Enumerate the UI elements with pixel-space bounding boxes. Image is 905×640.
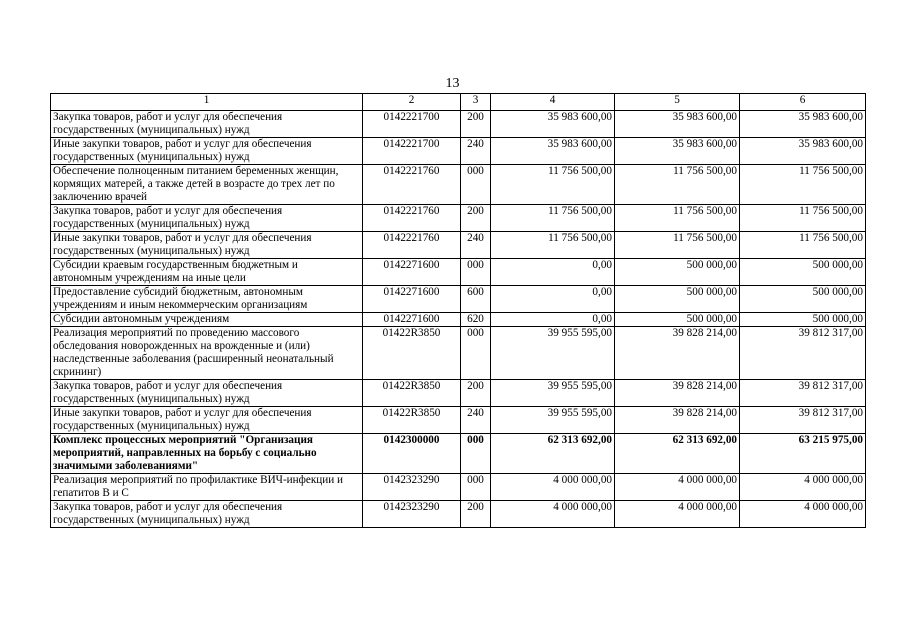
- row-value-col6: 63 215 975,00: [740, 434, 866, 474]
- row-kind-cell: 000: [461, 434, 491, 474]
- row-name-cell: Иные закупки товаров, работ и услуг для обеспечения государственных (муниципальных) нужд: [51, 232, 363, 259]
- row-value-col5: 62 313 692,00: [615, 434, 740, 474]
- row-value-col5: 500 000,00: [615, 313, 740, 327]
- page-number: 13: [445, 76, 460, 91]
- row-value-col6: 35 983 600,00: [740, 111, 866, 138]
- row-name-cell: Предоставление субсидий бюджетным, автономным учреждениям и иным некоммерческим организациям: [51, 286, 363, 313]
- table-row: [51, 232, 866, 259]
- table-row: [51, 111, 866, 138]
- row-value-col6: 39 812 317,00: [740, 327, 866, 380]
- row-value-col5: 4 000 000,00: [615, 474, 740, 501]
- table-row: [51, 327, 866, 380]
- row-value-col6: 500 000,00: [740, 313, 866, 327]
- column-header: 2: [363, 94, 461, 111]
- row-code-cell: 0142221700: [363, 138, 461, 165]
- row-name-cell: Субсидии автономным учреждениям: [51, 313, 363, 327]
- row-kind-cell: 200: [461, 111, 491, 138]
- row-value-col5: 35 983 600,00: [615, 111, 740, 138]
- table-row: [51, 286, 866, 313]
- row-code-cell: 0142221760: [363, 232, 461, 259]
- row-value-col5: 39 828 214,00: [615, 380, 740, 407]
- row-kind-cell: 240: [461, 232, 491, 259]
- row-name-cell: Закупка товаров, работ и услуг для обеспечения государственных (муниципальных) нужд: [51, 501, 363, 528]
- row-value-col6: 39 812 317,00: [740, 407, 866, 434]
- row-value-col4: 0,00: [491, 286, 615, 313]
- row-value-col4: 62 313 692,00: [491, 434, 615, 474]
- row-code-cell: 0142271600: [363, 313, 461, 327]
- row-name-cell: Реализация мероприятий по профилактике ВИЧ-инфекции и гепатитов В и С: [51, 474, 363, 501]
- row-name-cell: Субсидии краевым государственным бюджетным и автономным учреждениям на иные цели: [51, 259, 363, 286]
- row-value-col6: 11 756 500,00: [740, 205, 866, 232]
- budget-table: [50, 93, 866, 528]
- row-name-cell: Закупка товаров, работ и услуг для обеспечения государственных (муниципальных) нужд: [51, 205, 363, 232]
- row-value-col4: 39 955 595,00: [491, 327, 615, 380]
- row-value-col5: 500 000,00: [615, 259, 740, 286]
- column-header: 3: [461, 94, 491, 111]
- row-value-col4: 0,00: [491, 259, 615, 286]
- row-value-col4: 0,00: [491, 313, 615, 327]
- row-value-col4: 11 756 500,00: [491, 165, 615, 205]
- row-kind-cell: 200: [461, 501, 491, 528]
- row-kind-cell: 600: [461, 286, 491, 313]
- row-value-col4: 4 000 000,00: [491, 474, 615, 501]
- row-name-cell: Комплекс процессных мероприятий "Организация мероприятий, направленных на борьбу с социально значимыми заболеваниями": [51, 434, 363, 474]
- row-value-col5: 11 756 500,00: [615, 205, 740, 232]
- row-kind-cell: 240: [461, 407, 491, 434]
- table-row: [51, 313, 866, 327]
- row-kind-cell: 200: [461, 205, 491, 232]
- row-value-col5: 39 828 214,00: [615, 407, 740, 434]
- row-kind-cell: 000: [461, 474, 491, 501]
- row-code-cell: 0142221760: [363, 205, 461, 232]
- row-name-cell: Закупка товаров, работ и услуг для обеспечения государственных (муниципальных) нужд: [51, 380, 363, 407]
- row-value-col4: 4 000 000,00: [491, 501, 615, 528]
- table-row: [51, 380, 866, 407]
- header-row: [51, 94, 866, 111]
- row-kind-cell: 000: [461, 327, 491, 380]
- row-code-cell: 0142221700: [363, 111, 461, 138]
- column-header: 5: [615, 94, 740, 111]
- row-code-cell: 01422R3850: [363, 380, 461, 407]
- table-row: [51, 407, 866, 434]
- table-row: [51, 474, 866, 501]
- row-value-col6: 4 000 000,00: [740, 501, 866, 528]
- row-name-cell: Закупка товаров, работ и услуг для обеспечения государственных (муниципальных) нужд: [51, 111, 363, 138]
- row-value-col6: 500 000,00: [740, 286, 866, 313]
- row-code-cell: 0142221760: [363, 165, 461, 205]
- row-value-col5: 39 828 214,00: [615, 327, 740, 380]
- row-code-cell: 0142323290: [363, 474, 461, 501]
- row-code-cell: 01422R3850: [363, 327, 461, 380]
- row-value-col5: 11 756 500,00: [615, 232, 740, 259]
- row-value-col4: 35 983 600,00: [491, 138, 615, 165]
- row-code-cell: 0142271600: [363, 286, 461, 313]
- row-value-col5: 500 000,00: [615, 286, 740, 313]
- row-value-col4: 11 756 500,00: [491, 232, 615, 259]
- row-value-col6: 35 983 600,00: [740, 138, 866, 165]
- row-name-cell: Иные закупки товаров, работ и услуг для обеспечения государственных (муниципальных) нужд: [51, 407, 363, 434]
- table-row: [51, 434, 866, 474]
- column-header: 4: [491, 94, 615, 111]
- table-row: [51, 259, 866, 286]
- row-value-col5: 11 756 500,00: [615, 165, 740, 205]
- row-code-cell: 0142300000: [363, 434, 461, 474]
- row-name-cell: Обеспечение полноценным питанием беременных женщин, кормящих матерей, а также детей в возрасте до трех лет по заключению врачей: [51, 165, 363, 205]
- table-row: [51, 165, 866, 205]
- row-value-col6: 500 000,00: [740, 259, 866, 286]
- table-row: [51, 205, 866, 232]
- row-code-cell: 0142323290: [363, 501, 461, 528]
- table-row: [51, 138, 866, 165]
- row-value-col4: 39 955 595,00: [491, 407, 615, 434]
- column-header: 1: [51, 94, 363, 111]
- row-value-col5: 4 000 000,00: [615, 501, 740, 528]
- row-value-col4: 11 756 500,00: [491, 205, 615, 232]
- row-name-cell: Иные закупки товаров, работ и услуг для обеспечения государственных (муниципальных) нужд: [51, 138, 363, 165]
- row-kind-cell: 620: [461, 313, 491, 327]
- row-kind-cell: 000: [461, 259, 491, 286]
- row-value-col6: 4 000 000,00: [740, 474, 866, 501]
- row-value-col6: 11 756 500,00: [740, 232, 866, 259]
- row-kind-cell: 000: [461, 165, 491, 205]
- row-name-cell: Реализация мероприятий по проведению массового обследования новорожденных на врожденные и (или) наследственные заболевания (расширенный неонатальный скрининг): [51, 327, 363, 380]
- row-code-cell: 0142271600: [363, 259, 461, 286]
- row-value-col6: 39 812 317,00: [740, 380, 866, 407]
- row-value-col6: 11 756 500,00: [740, 165, 866, 205]
- row-kind-cell: 200: [461, 380, 491, 407]
- table-row: [51, 501, 866, 528]
- row-value-col5: 35 983 600,00: [615, 138, 740, 165]
- row-code-cell: 01422R3850: [363, 407, 461, 434]
- row-kind-cell: 240: [461, 138, 491, 165]
- column-header: 6: [740, 94, 866, 111]
- row-value-col4: 39 955 595,00: [491, 380, 615, 407]
- row-value-col4: 35 983 600,00: [491, 111, 615, 138]
